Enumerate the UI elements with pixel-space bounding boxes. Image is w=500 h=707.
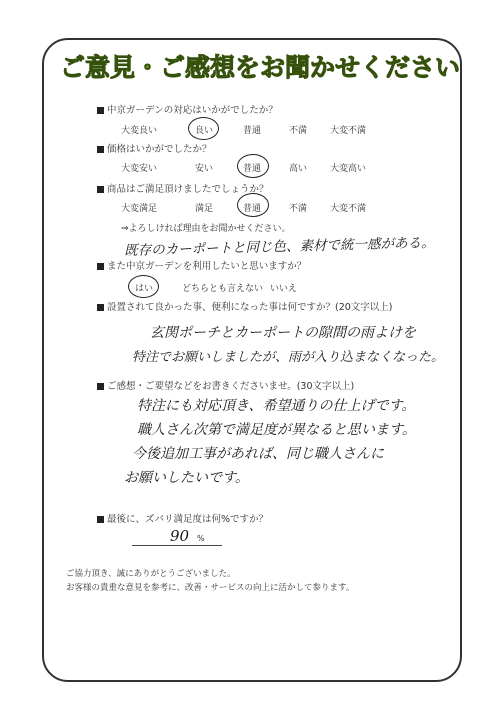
question-6-label: ご感想・ご要望などをお書きくださいませ。(30文字以上) bbox=[107, 381, 355, 392]
q4-option-3[interactable]: いいえ bbox=[270, 284, 298, 294]
satisfaction-unit: % bbox=[197, 534, 205, 543]
bullet-square-icon bbox=[97, 516, 104, 523]
q3-option-5[interactable]: 大変不満 bbox=[330, 204, 367, 214]
q5-answer-line: 玄関ポーチとカーポートの隙間の雨よけを bbox=[150, 325, 416, 341]
q2-selection-circle bbox=[237, 154, 269, 178]
bullet-square-icon bbox=[97, 263, 104, 270]
question-2 bbox=[97, 141, 212, 155]
footer-message: お客様の貴重な意見を参考に、改善・サービスの向上に活かして参ります。 bbox=[66, 583, 355, 593]
q1-option-5[interactable]: 大変不満 bbox=[330, 126, 367, 136]
question-6 bbox=[97, 378, 354, 392]
question-1-label: 中京ガーデンの対応はいかがでしたか？ bbox=[107, 105, 278, 116]
question-1 bbox=[97, 102, 278, 116]
q3-option-4[interactable]: 不満 bbox=[289, 204, 308, 214]
q1-option-2[interactable]: 良い bbox=[195, 126, 214, 136]
q3-option-2[interactable]: 満足 bbox=[195, 204, 214, 214]
q2-option-1[interactable]: 大変安い bbox=[121, 164, 158, 174]
question-7 bbox=[97, 511, 268, 525]
q6-answer-line: 職人さん次第で満足度が異なると思います。 bbox=[137, 422, 416, 438]
q3-reason-handwriting: 既存のカーポートと同じ色、素材で統一感がある。 bbox=[123, 234, 435, 260]
bullet-square-icon bbox=[97, 186, 104, 193]
bullet-square-icon bbox=[97, 107, 104, 114]
q2-option-4[interactable]: 高い bbox=[289, 164, 308, 174]
q1-option-1[interactable]: 大変良い bbox=[121, 126, 158, 136]
q2-option-3[interactable]: 普通 bbox=[243, 164, 262, 174]
footer-thanks: ご協力頂き、誠にありがとうございました。 bbox=[66, 569, 236, 579]
question-4-label: また中京ガーデンを利用したいと思いますか？ bbox=[107, 261, 307, 272]
question-3-label: 商品はご満足頂けましたでしょうか？ bbox=[107, 184, 269, 195]
bullet-square-icon bbox=[97, 146, 104, 153]
q3-option-1[interactable]: 大変満足 bbox=[121, 204, 158, 214]
q3-selection-circle bbox=[237, 193, 269, 217]
bullet-square-icon bbox=[97, 304, 104, 311]
q3-reason-prompt: ⇒よろしければ理由をお聞かせください。 bbox=[121, 224, 291, 234]
q6-answer-line: 今後追加工事があれば、同じ職人さんに bbox=[132, 446, 384, 462]
survey-title: ご意見・ご感想をお聞かせください bbox=[60, 53, 461, 82]
q5-answer-line: 特注でお願いしましたが、雨が入り込まなくなった。 bbox=[132, 350, 445, 365]
question-5-label: 設置されて良かった事、便利になった事は何ですか？(20文字以上) bbox=[107, 302, 393, 313]
satisfaction-underline bbox=[132, 545, 222, 546]
q1-option-3[interactable]: 普通 bbox=[243, 126, 262, 136]
q2-option-2[interactable]: 安い bbox=[195, 164, 214, 174]
question-2-label: 価格はいかがでしたか？ bbox=[107, 144, 212, 155]
q1-option-4[interactable]: 不満 bbox=[289, 126, 308, 136]
question-3 bbox=[97, 181, 269, 195]
q2-option-5[interactable]: 大変高い bbox=[330, 164, 367, 174]
q3-option-3[interactable]: 普通 bbox=[243, 204, 262, 214]
q6-answer-line: 特注にも対応頂き、希望通りの仕上げです。 bbox=[137, 398, 416, 414]
satisfaction-value: 90 bbox=[170, 527, 190, 545]
question-4 bbox=[97, 258, 306, 272]
bullet-square-icon bbox=[97, 383, 104, 390]
question-7-label: 最後に、ズバリ満足度は何%ですか？ bbox=[107, 514, 269, 525]
q1-selection-circle bbox=[188, 117, 219, 140]
q4-option-1[interactable]: はい bbox=[135, 284, 154, 294]
question-5 bbox=[97, 299, 393, 313]
q6-answer-line: お願いしたいです。 bbox=[124, 470, 249, 486]
q4-option-2[interactable]: どちらとも言えない bbox=[182, 284, 264, 294]
q4-selection-circle bbox=[128, 275, 159, 298]
